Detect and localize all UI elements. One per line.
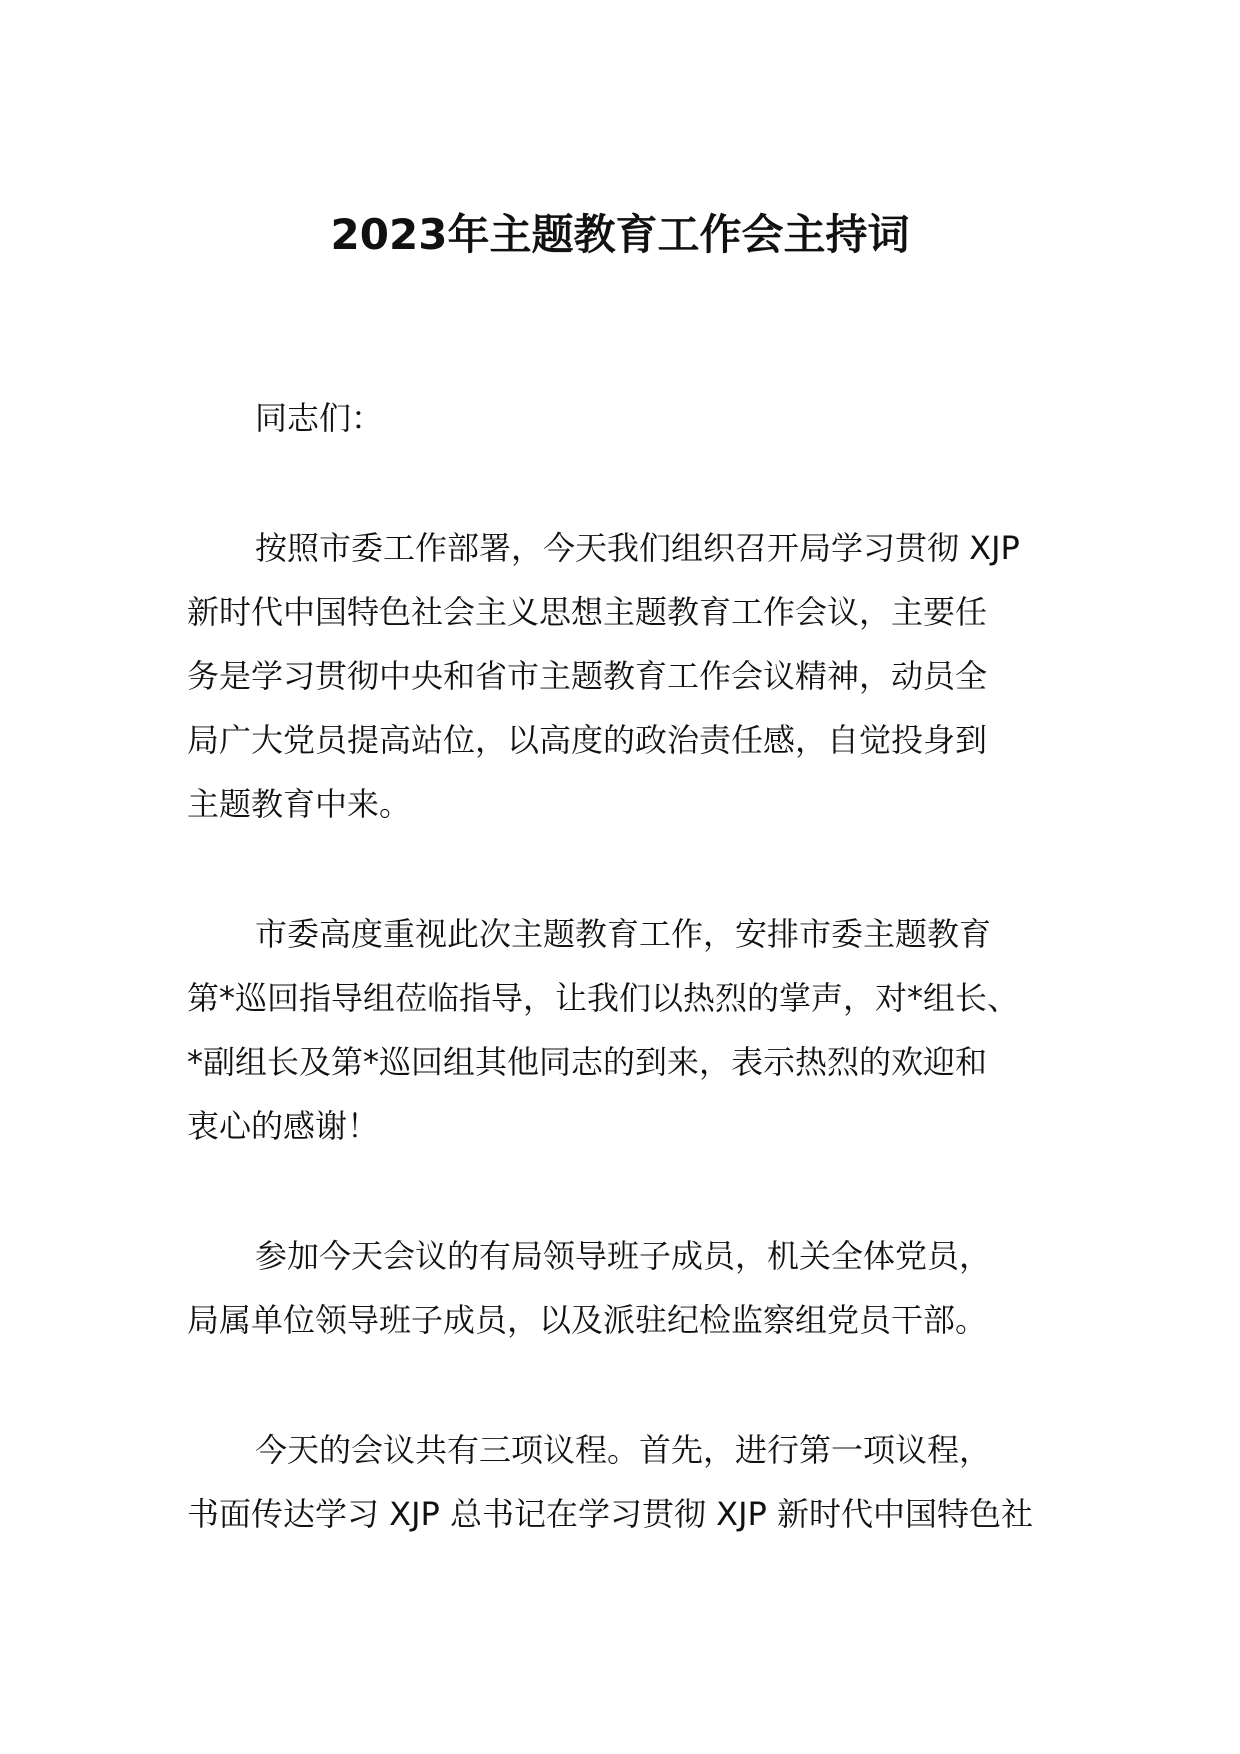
paragraph xyxy=(187,516,1067,836)
document-title: 2023年主题教育工作会主持词 xyxy=(330,210,910,259)
paragraph-spacer xyxy=(187,450,1067,516)
paragraph-line: 今天的会议共有三项议程。首先，进行第一项议程， xyxy=(255,1431,992,1469)
paragraph xyxy=(187,902,1067,1158)
paragraph-line: 市委高度重视此次主题教育工作，安排市委主题教育 xyxy=(255,915,992,953)
paragraph-line: 衷心的感谢！ xyxy=(187,1107,380,1145)
paragraph-spacer xyxy=(187,836,1067,902)
paragraph-line: 局属单位领导班子成员，以及派驻纪检监察组党员干部。 xyxy=(187,1301,988,1339)
paragraph-line: 书面传达学习 XJP 总书记在学习贯彻 XJP 新时代中国特色社 xyxy=(187,1495,1034,1533)
paragraph-line: *副组长及第*巡回组其他同志的到来，表示热烈的欢迎和 xyxy=(187,1043,988,1081)
paragraph-line: 按照市委工作部署，今天我们组织召开局学习贯彻 XJP xyxy=(255,529,1020,567)
paragraph-line: 第*巡回指导组莅临指导，让我们以热烈的掌声，对*组长、 xyxy=(187,979,1020,1017)
paragraph-line: 参加今天会议的有局领导班子成员，机关全体党员， xyxy=(255,1237,992,1275)
paragraph-line: 新时代中国特色社会主义思想主题教育工作会议，主要任 xyxy=(187,593,988,631)
document-body xyxy=(187,386,1067,1546)
paragraph xyxy=(187,1418,1067,1546)
paragraph xyxy=(187,1224,1067,1352)
paragraph-spacer xyxy=(187,1158,1067,1224)
paragraph-line: 主题教育中来。 xyxy=(187,785,412,823)
paragraph-spacer xyxy=(187,1352,1067,1418)
salutation: 同志们： xyxy=(255,399,384,437)
paragraph-line: 务是学习贯彻中央和省市主题教育工作会议精神，动员全 xyxy=(187,657,988,695)
paragraph-line: 局广大党员提高站位，以高度的政治责任感，自觉投身到 xyxy=(187,721,988,759)
